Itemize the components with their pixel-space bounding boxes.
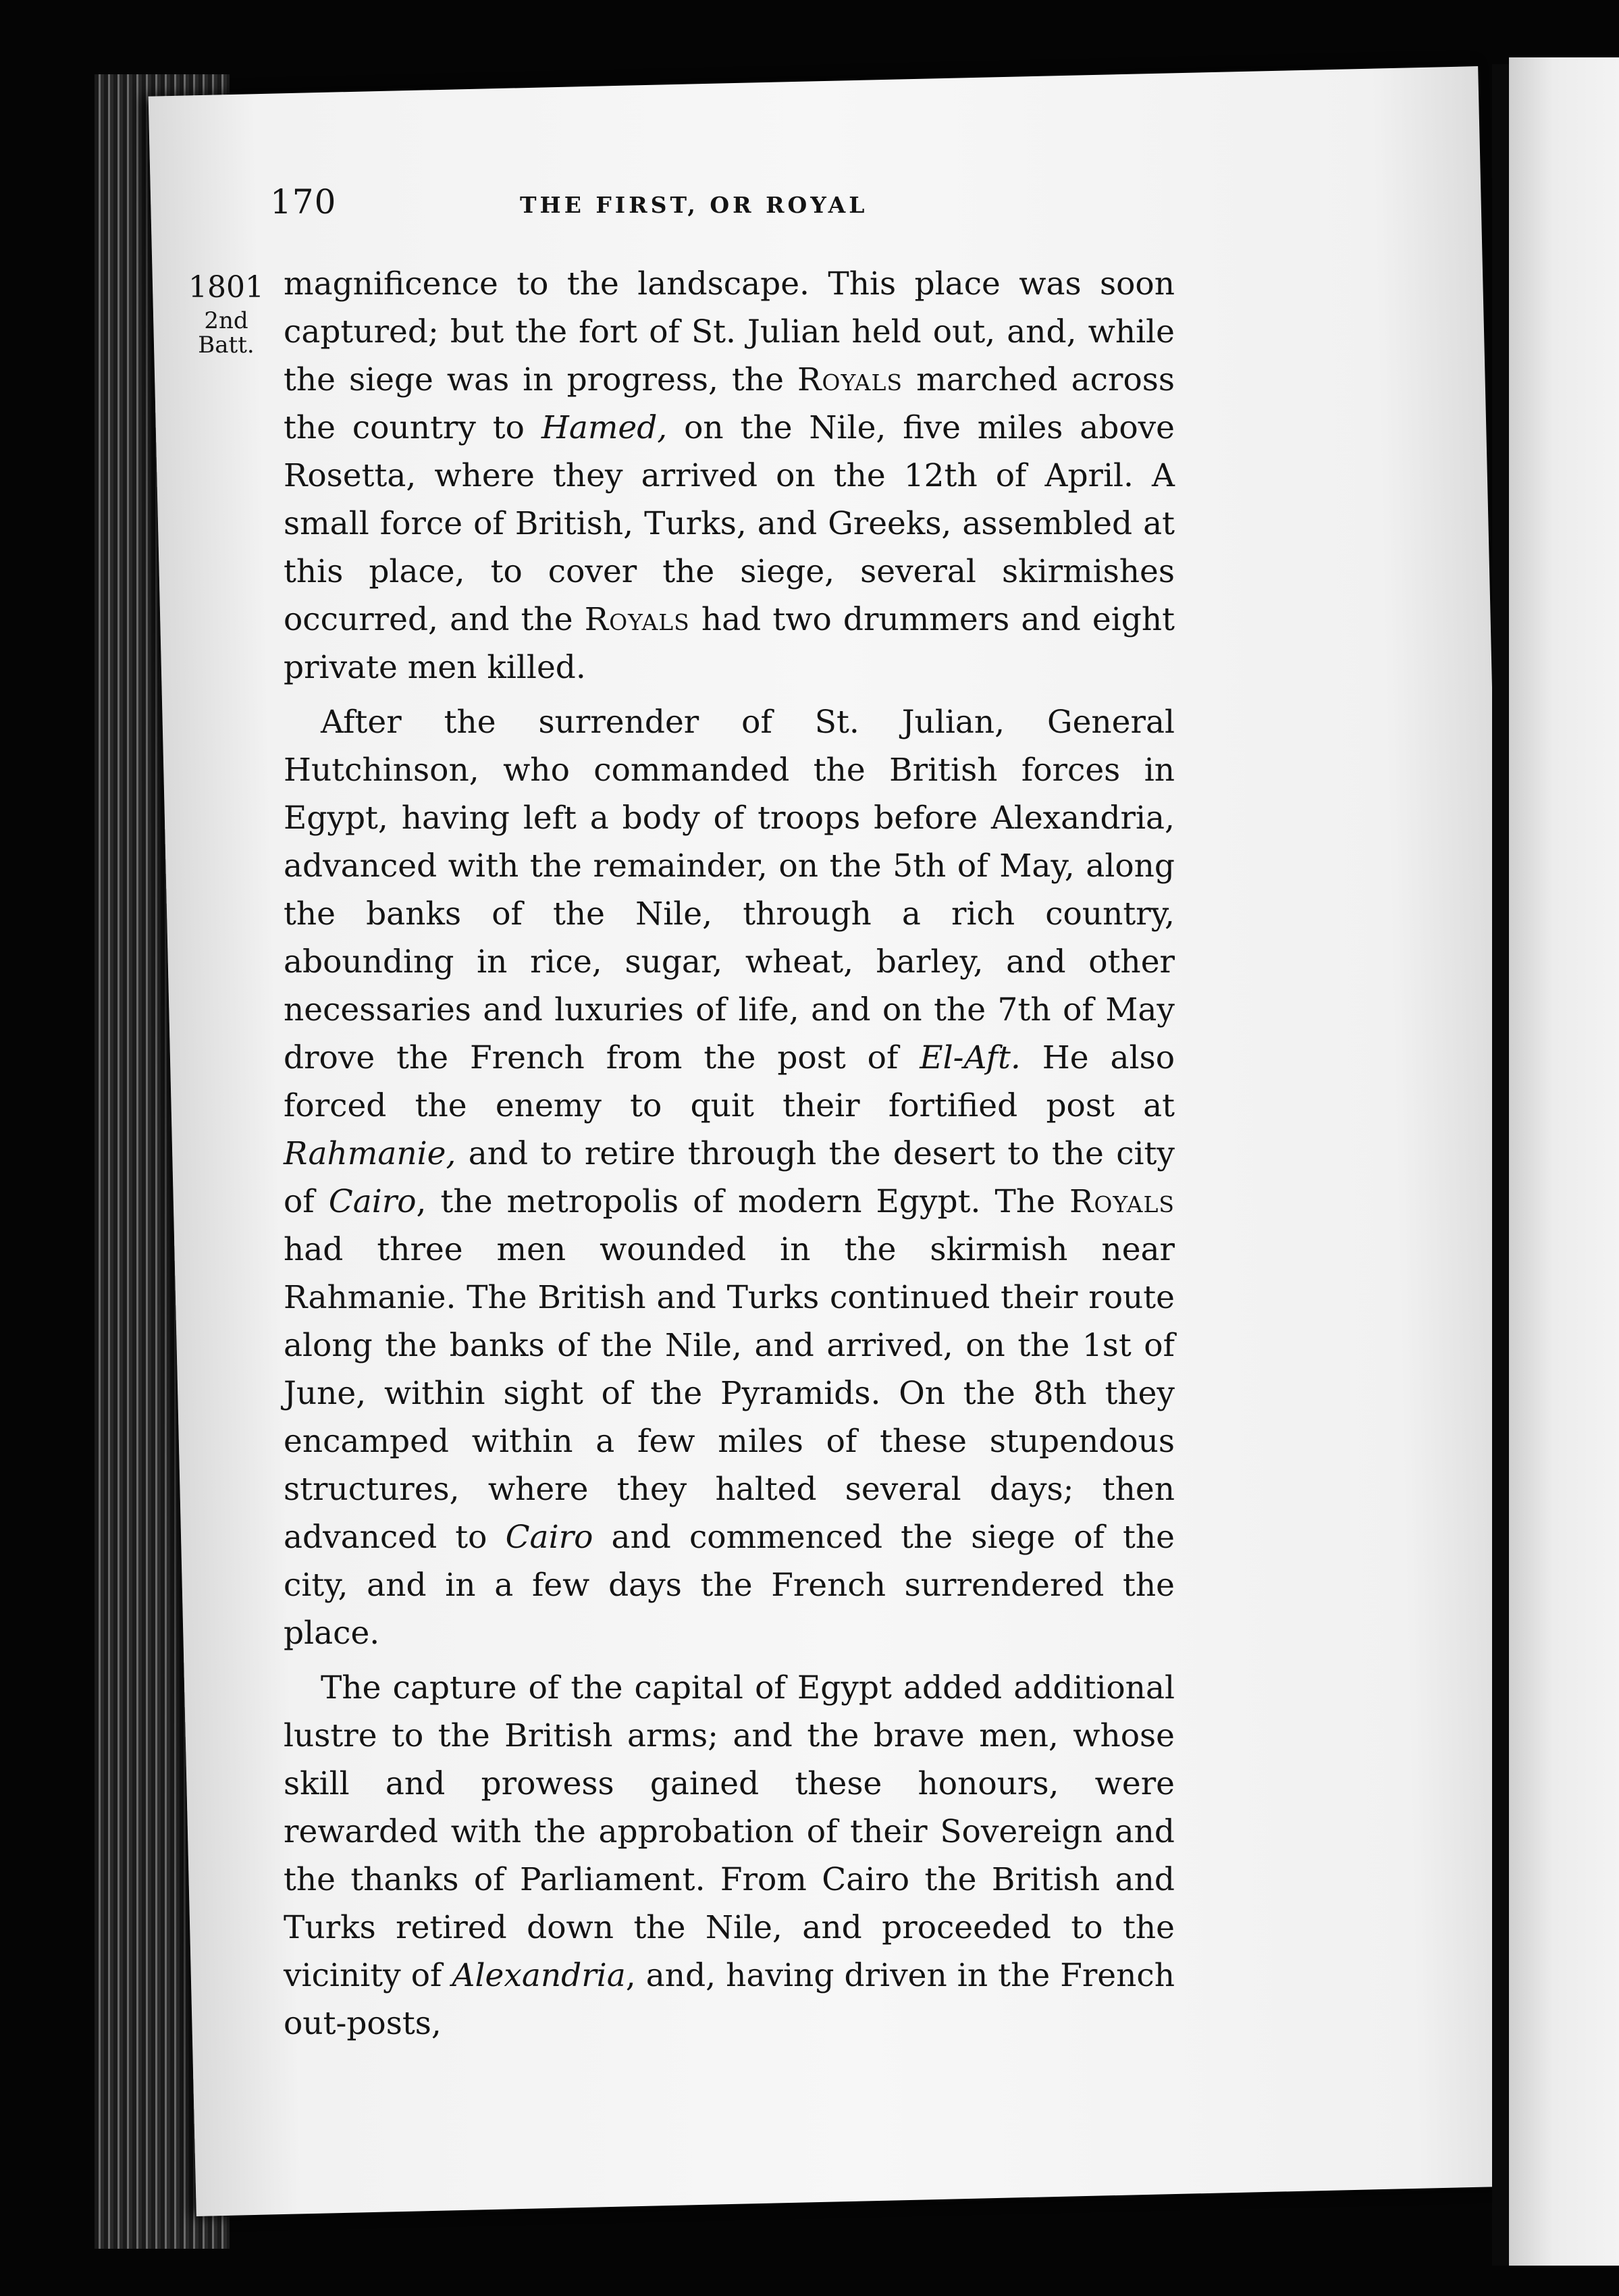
text-run: After the surrender of St. Julian, General Hutchinson, who commanded the British forces in Egypt, having left a body of troops before Alexandria, advanced with the remainder, on the 5th of May, along the banks of the Nile, through a rich country, abounding in rice, sugar, wheat, barley, and other necessaries and luxuries of life, and on the 7th of May drove the French from the post of (284, 704, 1175, 1076)
text-run: The capture of the capital of Egypt added additional lustre to the British arms; and the brave men, whose skill and prowess gained these honours, were rewarded with the approbation of their Sovereign and the thanks of Parliament. From Cairo the British and Turks retired down the Nile, and proceeded to the vicinity of (284, 1669, 1175, 1994)
paragraph (284, 698, 1175, 1657)
text-run: marched across the country to (284, 361, 1175, 446)
smallcaps-text: Royals (797, 361, 903, 398)
text-run: and to retire through the desert to the city of (284, 1135, 1175, 1220)
page-content (188, 182, 1202, 2042)
italic-text: El-Aft. (920, 1039, 1021, 1076)
paragraph (284, 260, 1175, 692)
running-head: THE FIRST, OR ROYAL (520, 192, 868, 218)
italic-text: Cairo (328, 1183, 417, 1220)
page-header (230, 182, 1202, 257)
paragraph (284, 1664, 1175, 2047)
margin-battalion-line1: 2nd (204, 307, 248, 334)
text-run: , and, having driven in the French out-posts, (284, 1957, 1175, 2042)
facing-page-edge (1509, 57, 1619, 2266)
margin-notes (176, 267, 277, 357)
text-run: magnificence to the landscape. This place was soon captured; but the fort of St. Julian held out, and, while the siege was in progress, the (284, 265, 1175, 398)
text-run: and commenced the siege of the city, and in a few days the French surrendered the place. (284, 1519, 1175, 1652)
italic-text: Alexandria (452, 1957, 626, 1994)
text-run: He also forced the enemy to quit their fortified post at (284, 1039, 1175, 1124)
margin-year: 1801 (188, 270, 264, 305)
italic-text: Rahmanie, (284, 1135, 456, 1172)
italic-text: Cairo (505, 1519, 593, 1556)
body-text (284, 260, 1175, 2047)
italic-text: Hamed, (541, 409, 668, 446)
smallcaps-text: Royals (584, 601, 690, 638)
text-run: had three men wounded in the skirmish near Rahmanie. The British and Turks continued their route along the banks of the Nile, and arrived, on the 1st of June, within sight of the Pyramids. On the 8th they encamped within a few miles of these stupendous structures, where they halted several days; then advanced to (284, 1231, 1175, 1556)
smallcaps-text: Royals (1069, 1183, 1175, 1220)
margin-battalion-line2: Batt. (198, 332, 255, 359)
page-number: 170 (270, 182, 337, 221)
text-run: , the metropolis of modern Egypt. The (416, 1183, 1069, 1220)
text-run: on the Nile, five miles above Rosetta, where they arrived on the 12th of April. A small force of British, Turks, and Greeks, assembled at this place, to cover the siege, several skirmishes occurred, and the (284, 409, 1175, 638)
text-run: had two drummers and eight private men killed. (284, 601, 1175, 686)
